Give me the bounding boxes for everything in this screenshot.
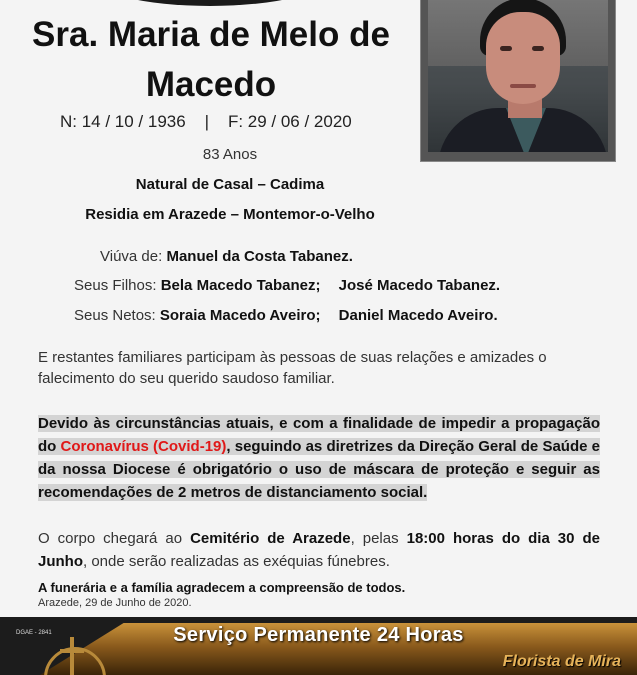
grandchild-name: Soraia Macedo Aveiro;	[159, 307, 321, 324]
widow-row	[100, 248, 353, 265]
notice-text: , seguindo as diretrizes da Direção Geral de Saúde e da nossa Diocese é obrigatório o uso de máscara de proteção e seguir as recomendações de 2 metros de distanciamento social.	[38, 438, 600, 501]
death-date: F: 29 / 06 / 2020	[227, 112, 352, 131]
grandchild-name: Daniel Macedo Aveiro.	[338, 307, 498, 324]
license-number: DGAE - 2841	[16, 630, 52, 636]
ceremony-text: O corpo chegará ao	[38, 530, 191, 547]
ceremony-text: , onde serão realizadas as exéquias fúnebres.	[83, 553, 390, 570]
deceased-name	[6, 10, 416, 110]
residence: Residia em Arazede – Montemor-o-Velho	[85, 206, 375, 223]
ceremony-time: 18:00 horas do dia 30 de Junho	[38, 530, 600, 570]
widow-label: Viúva de:	[100, 248, 163, 265]
covid-notice	[38, 412, 600, 504]
birth-date: N: 14 / 10 / 1936	[60, 112, 186, 131]
name-line-2: Macedo	[145, 65, 277, 104]
children-label: Seus Filhos:	[74, 277, 157, 294]
age: 83 Anos	[202, 146, 258, 163]
cemetery-name: Cemitério de Arazede	[190, 530, 351, 547]
name-line-1: Sra. Maria de Melo de	[32, 15, 390, 54]
children-row	[74, 277, 500, 294]
portrait-frame	[420, 0, 616, 162]
widow-name: Manuel da Costa Tabanez.	[166, 248, 353, 265]
ceremony-info	[38, 527, 600, 573]
service-slogan: Serviço Permanente 24 Horas	[173, 624, 464, 646]
florist-name: Florista de Mira	[502, 653, 621, 670]
grandchildren-row	[74, 307, 498, 324]
footer-banner	[0, 617, 637, 675]
grandchildren-label: Seus Netos:	[74, 307, 156, 324]
child-name: Bela Macedo Tabanez;	[160, 277, 321, 294]
birthplace: Natural de Casal – Cadima	[135, 176, 325, 193]
portrait-photo	[428, 0, 608, 152]
date-separator: |	[204, 112, 210, 131]
covid-highlight: Coronavírus (Covid-19)	[60, 438, 227, 455]
life-dates	[60, 112, 352, 132]
place-date: Arazede, 29 de Junho de 2020.	[38, 597, 192, 609]
notice-text: Devido às circunstâncias atuais, e com a finalidade de impedir a propagação do	[38, 415, 600, 455]
thanks-message: A funerária e a família agradecem a compreensão de todos.	[38, 580, 406, 595]
family-announcement: E restantes familiares participam às pessoas de suas relações e amizades o falecimento do seu querido saudoso familiar.	[38, 349, 547, 387]
child-name: José Macedo Tabanez.	[338, 277, 501, 294]
top-decoration	[90, 0, 330, 6]
ceremony-text: , pelas	[350, 530, 407, 547]
